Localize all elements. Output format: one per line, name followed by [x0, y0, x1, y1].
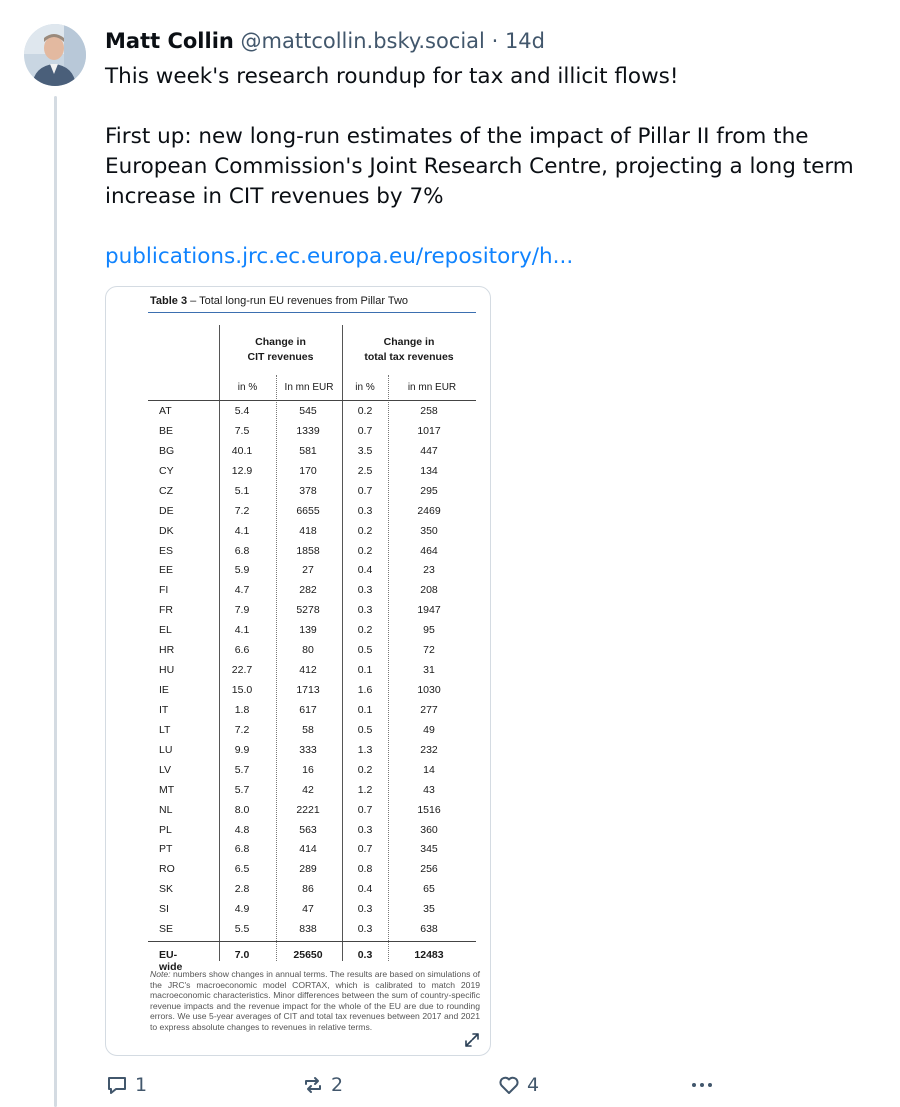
cell-tax-pct: 1.3 — [357, 743, 373, 756]
cell-tax-pct: 0.2 — [357, 544, 373, 557]
header-separator: · — [491, 29, 499, 53]
post-timestamp[interactable]: 14d — [504, 29, 545, 53]
cell-cit-pct: 4.7 — [234, 584, 250, 597]
cell-country: BE — [159, 424, 174, 437]
table-row — [106, 903, 491, 923]
cell-tax-eur: 2469 — [417, 504, 441, 517]
cell-country: DK — [159, 524, 174, 537]
cell-tax-eur: 1947 — [417, 604, 441, 617]
cell-country: EL — [159, 624, 172, 637]
cell-tax-eur: 360 — [420, 823, 438, 836]
cell-tax-eur: 1030 — [417, 684, 441, 697]
group-header-total-text: Change in total tax revenues — [364, 336, 454, 363]
table-row — [106, 425, 491, 445]
cell-tax-pct: 3.5 — [357, 444, 373, 457]
cell-cit-eur: 333 — [299, 743, 317, 756]
cell-tax-pct: 1.2 — [357, 783, 373, 796]
author-name[interactable]: Matt Collin — [105, 29, 234, 53]
post-actions — [105, 1070, 735, 1100]
table-image — [106, 287, 491, 1056]
cell-cit-pct: 8.0 — [234, 803, 250, 816]
post-body — [105, 62, 875, 272]
cell-cit-eur: 6655 — [296, 504, 320, 517]
cell-cit-eur: 80 — [302, 644, 314, 657]
repost-count: 2 — [331, 1074, 344, 1096]
cell-cit-eur: 42 — [302, 783, 314, 796]
expand-image-icon[interactable] — [463, 1031, 481, 1049]
cell-country: HU — [159, 664, 175, 677]
cell-cit-pct: 2.8 — [234, 883, 250, 896]
thread-line — [54, 96, 57, 1107]
table-row — [106, 525, 491, 545]
cell-tax-eur: 447 — [420, 444, 438, 457]
cell-cit-pct: 9.9 — [234, 743, 250, 756]
cell-country: LV — [159, 763, 172, 776]
note-text: numbers show changes in annual terms. The results are based on simulations of the JRC's macroeconomic model CORTAX, which is calibrated to match 2019 macroeconomic characteristics. Minor differences between the sum of country-specific revenue impacts and the revenue impact for the whole of the EU are due to rounding errors. We use 5-year averages of CIT and total tax revenues between 2017 and 2021 to express absolute changes to revenues in relative terms. — [150, 969, 480, 1032]
post-text-line1: This week's research roundup for tax and illicit flows! — [105, 64, 679, 89]
cell-cit-eur: 16 — [302, 763, 314, 776]
table-title-rest: – Total long-run EU revenues from Pillar Two — [187, 295, 409, 307]
cell-cit-eur: 25650 — [293, 949, 323, 961]
cell-cit-pct: 6.5 — [234, 863, 250, 876]
cell-tax-pct: 0.3 — [357, 949, 373, 961]
cell-country: FI — [159, 584, 169, 597]
cell-cit-eur: 545 — [299, 405, 317, 417]
cell-cit-pct: 5.7 — [234, 763, 250, 776]
cell-cit-eur: 2221 — [296, 803, 320, 816]
table-row — [106, 684, 491, 704]
post-text-para2: First up: new long-run estimates of the impact of Pillar II from the European Commission's Joint Research Centre, projecting a long term increase in CIT revenues by 7% — [105, 124, 854, 209]
cell-cit-pct: 4.1 — [234, 624, 250, 637]
cell-tax-eur: 134 — [420, 464, 438, 477]
cell-tax-pct: 0.5 — [357, 644, 373, 657]
cell-tax-pct: 0.3 — [357, 604, 373, 617]
cell-cit-pct: 22.7 — [231, 664, 253, 677]
cell-cit-pct: 6.8 — [234, 843, 250, 856]
heart-icon — [497, 1073, 521, 1097]
cell-cit-pct: 5.9 — [234, 564, 250, 577]
cell-tax-pct: 0.2 — [357, 763, 373, 776]
more-icon — [689, 1073, 715, 1097]
cell-tax-pct: 0.7 — [357, 843, 373, 856]
cell-cit-pct: 5.4 — [234, 405, 250, 417]
cell-country: NL — [159, 803, 173, 816]
table-row — [106, 704, 491, 724]
cell-tax-eur: 345 — [420, 843, 438, 856]
cell-tax-eur: 23 — [423, 564, 435, 577]
group-header-cit-text: Change in CIT revenues — [247, 336, 314, 363]
table-row — [106, 445, 491, 465]
cell-tax-pct: 0.2 — [357, 524, 373, 537]
total-rule — [148, 941, 476, 942]
table-row — [106, 863, 491, 883]
cell-tax-eur: 43 — [423, 783, 435, 796]
cell-cit-pct: 12.9 — [231, 464, 253, 477]
table-row — [106, 824, 491, 844]
cell-country: DE — [159, 504, 174, 517]
reply-button[interactable] — [105, 1070, 147, 1100]
cell-tax-eur: 277 — [420, 703, 438, 716]
cell-country: SI — [159, 903, 169, 916]
cell-tax-eur: 464 — [420, 544, 438, 557]
table-title-bold: Table 3 — [150, 295, 188, 307]
cell-cit-pct: 6.8 — [234, 544, 250, 557]
cell-cit-eur: 58 — [302, 723, 314, 736]
repost-icon — [301, 1073, 325, 1097]
cell-tax-pct: 0.2 — [357, 624, 373, 637]
cell-country: SE — [159, 923, 174, 936]
cell-country: LU — [159, 743, 173, 756]
cell-tax-eur: 232 — [420, 743, 438, 756]
cell-country: RO — [159, 863, 175, 876]
cell-cit-eur: 1339 — [296, 424, 320, 437]
cell-country: IT — [159, 703, 169, 716]
post-link[interactable]: publications.jrc.ec.europa.eu/repository/h... — [105, 244, 574, 269]
cell-cit-eur: 418 — [299, 524, 317, 537]
cell-tax-eur: 35 — [423, 903, 435, 916]
cell-cit-eur: 1713 — [296, 684, 320, 697]
cell-country: MT — [159, 783, 175, 796]
table-row — [106, 465, 491, 485]
cell-country: EU-wide — [159, 949, 183, 973]
table-row — [106, 724, 491, 744]
like-button[interactable] — [497, 1070, 539, 1100]
cell-cit-eur: 170 — [299, 464, 317, 477]
cell-cit-eur: 139 — [299, 624, 317, 637]
sub-header: in mn EUR — [407, 382, 457, 393]
table-row — [106, 744, 491, 764]
cell-country: PT — [159, 843, 173, 856]
cell-cit-pct: 1.8 — [234, 703, 250, 716]
table-row — [106, 505, 491, 525]
cell-cit-eur: 617 — [299, 703, 317, 716]
reply-icon — [105, 1073, 129, 1097]
cell-tax-eur: 1017 — [417, 424, 441, 437]
cell-cit-pct: 4.9 — [234, 903, 250, 916]
cell-tax-eur: 65 — [423, 883, 435, 896]
cell-cit-eur: 378 — [299, 484, 317, 497]
cell-tax-eur: 12483 — [414, 949, 444, 961]
cell-cit-pct: 7.5 — [234, 424, 250, 437]
cell-tax-pct: 0.1 — [357, 703, 373, 716]
table-title — [150, 295, 408, 307]
cell-cit-pct: 5.1 — [234, 484, 250, 497]
header-rule — [148, 400, 476, 401]
table-row — [106, 843, 491, 863]
sub-header: In mn EUR — [284, 382, 334, 393]
cell-country: PL — [159, 823, 172, 836]
cell-cit-pct: 7.9 — [234, 604, 250, 617]
cell-tax-pct: 1.6 — [357, 684, 373, 697]
cell-tax-pct: 2.5 — [357, 464, 373, 477]
cell-tax-eur: 256 — [420, 863, 438, 876]
cell-tax-pct: 0.3 — [357, 823, 373, 836]
repost-button[interactable] — [301, 1070, 343, 1100]
post-header — [105, 28, 545, 54]
cell-tax-pct: 0.7 — [357, 484, 373, 497]
table-row — [106, 764, 491, 784]
cell-tax-eur: 72 — [423, 644, 435, 657]
like-count: 4 — [527, 1074, 540, 1096]
author-handle[interactable]: @mattcollin.bsky.social — [240, 29, 485, 53]
cell-tax-pct: 0.3 — [357, 504, 373, 517]
cell-cit-pct: 4.8 — [234, 823, 250, 836]
cell-cit-pct: 7.2 — [234, 723, 250, 736]
table-row — [106, 784, 491, 804]
cell-country: ES — [159, 544, 174, 557]
cell-cit-pct: 6.6 — [234, 644, 250, 657]
reply-count: 1 — [135, 1074, 148, 1096]
cell-tax-eur: 350 — [420, 524, 438, 537]
table-row — [106, 485, 491, 505]
note-label: Note: — [150, 969, 171, 979]
cell-country: BG — [159, 444, 175, 457]
cell-country: EE — [159, 564, 174, 577]
cell-country: SK — [159, 883, 174, 896]
cell-country: IE — [159, 684, 169, 697]
table-row — [106, 804, 491, 824]
cell-cit-pct: 7.2 — [234, 504, 250, 517]
cell-tax-pct: 0.3 — [357, 923, 373, 936]
table-row — [106, 584, 491, 604]
cell-tax-eur: 208 — [420, 584, 438, 597]
author-avatar[interactable] — [24, 24, 86, 86]
cell-cit-eur: 27 — [302, 564, 314, 577]
cell-tax-pct: 0.2 — [357, 405, 373, 417]
table-row-total — [106, 949, 491, 973]
cell-cit-eur: 47 — [302, 903, 314, 916]
cell-cit-eur: 838 — [299, 923, 317, 936]
cell-tax-pct: 0.3 — [357, 903, 373, 916]
cell-tax-eur: 638 — [420, 923, 438, 936]
cell-tax-pct: 0.8 — [357, 863, 373, 876]
cell-cit-pct: 7.0 — [234, 949, 250, 961]
cell-tax-pct: 0.7 — [357, 424, 373, 437]
cell-cit-pct: 40.1 — [231, 444, 253, 457]
cell-tax-eur: 49 — [423, 723, 435, 736]
table-note — [150, 969, 480, 1033]
cell-country: HR — [159, 644, 175, 657]
sub-header: in % — [355, 382, 375, 393]
cell-tax-pct: 0.1 — [357, 664, 373, 677]
cell-country: AT — [159, 405, 172, 417]
cell-cit-pct: 15.0 — [231, 684, 253, 697]
cell-cit-eur: 1858 — [296, 544, 320, 557]
cell-tax-pct: 0.7 — [357, 803, 373, 816]
group-header-cit — [219, 335, 342, 365]
cell-cit-eur: 289 — [299, 863, 317, 876]
table-row — [106, 883, 491, 903]
cell-cit-pct: 4.1 — [234, 524, 250, 537]
table-row — [106, 564, 491, 584]
cell-cit-eur: 86 — [302, 883, 314, 896]
cell-cit-eur: 282 — [299, 584, 317, 597]
sub-header: in % — [237, 382, 258, 393]
group-header-total — [342, 335, 476, 365]
cell-cit-eur: 412 — [299, 664, 317, 677]
cell-cit-pct: 5.7 — [234, 783, 250, 796]
cell-tax-eur: 295 — [420, 484, 438, 497]
cell-tax-pct: 0.4 — [357, 564, 373, 577]
cell-tax-pct: 0.3 — [357, 584, 373, 597]
cell-cit-eur: 5278 — [296, 604, 320, 617]
more-options-button[interactable] — [689, 1070, 721, 1100]
table-row — [106, 624, 491, 644]
cell-cit-eur: 414 — [299, 843, 317, 856]
cell-cit-eur: 563 — [299, 823, 317, 836]
cell-tax-pct: 0.5 — [357, 723, 373, 736]
cell-tax-pct: 0.4 — [357, 883, 373, 896]
embedded-image[interactable] — [105, 286, 491, 1056]
table-row — [106, 664, 491, 684]
cell-tax-eur: 14 — [423, 763, 435, 776]
cell-country: LT — [159, 723, 171, 736]
table-row — [106, 405, 491, 425]
cell-cit-eur: 581 — [299, 444, 317, 457]
cell-country: FR — [159, 604, 173, 617]
title-rule — [148, 312, 476, 313]
cell-country: CY — [159, 464, 174, 477]
cell-tax-eur: 95 — [423, 624, 435, 637]
cell-tax-eur: 31 — [423, 664, 435, 677]
table-row — [106, 644, 491, 664]
cell-cit-pct: 5.5 — [234, 923, 250, 936]
cell-country: CZ — [159, 484, 173, 497]
cell-tax-eur: 1516 — [417, 803, 441, 816]
cell-tax-eur: 258 — [420, 405, 438, 417]
table-row — [106, 545, 491, 565]
table-row — [106, 604, 491, 624]
